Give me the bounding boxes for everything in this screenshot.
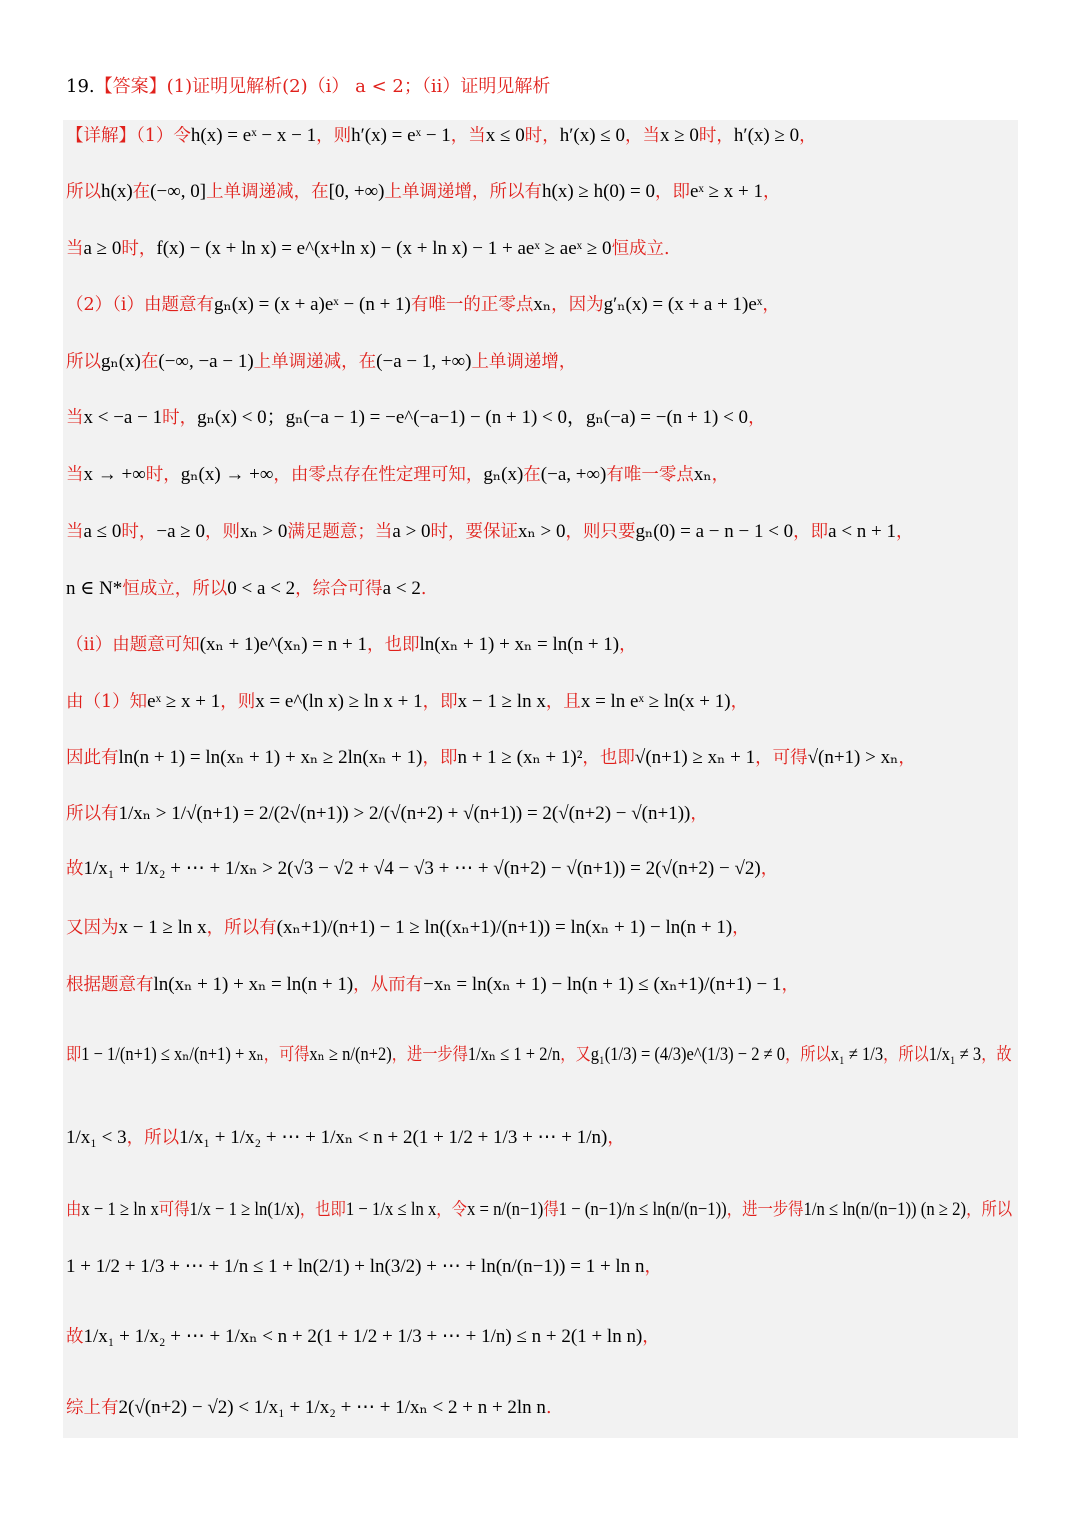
solution-line [66, 180, 781, 204]
solution-text: 所以有 [66, 804, 119, 824]
math-expression: n + 1 ≥ (xₙ + 1)² [457, 747, 583, 768]
solution-text: 恒成立，所以 [122, 579, 228, 599]
solution-text: 因此有 [66, 748, 119, 768]
solution-line [66, 802, 708, 826]
solution-line [66, 1126, 625, 1150]
math-expression: 1/x₁ + 1/x₂ + ⋯ + 1/xₙ > 2(√3 − √2 + √4 − √3 + ⋯ + √(n+2) − √(n+1)) = 2(√(n+2) − √2) [83, 858, 761, 879]
math-expression: a > 0 [392, 521, 431, 542]
solution-text: ，也即 [582, 748, 635, 768]
solution-text: ， [619, 635, 637, 655]
solution-text: 时， [698, 126, 734, 146]
solution-text: 当 [66, 465, 84, 485]
solution-text: ，进一步得 [726, 1200, 804, 1220]
solution-line [66, 746, 916, 770]
solution-text: 时， [145, 465, 181, 485]
solution-line [66, 406, 766, 430]
question-number: 19. [66, 76, 95, 97]
math-expression: 1/n ≤ ln(n/(n−1)) (n ≥ 2) [803, 1199, 967, 1220]
answer-tag: 【答案】 [94, 76, 167, 97]
solution-text: ，又 [560, 1045, 591, 1065]
solution-line [66, 350, 576, 374]
solution-text: ，则只要 [565, 522, 636, 542]
math-expression: f(x) − (x + ln x) = e^(x+ln x) − (x + ln x) − 1 + aeˣ ≥ aeˣ ≥ 0 [156, 238, 612, 259]
solution-text: 故 [66, 859, 84, 879]
math-expression: eˣ ≥ x + 1 [147, 691, 221, 712]
solution-text: ， [607, 1128, 625, 1148]
solution-text: ，即 [422, 692, 458, 712]
math-expression: ln(xₙ + 1) + xₙ = ln(n + 1) [419, 634, 620, 655]
solution-text: ，当 [624, 126, 660, 146]
math-expression: 1 − (n−1)/n ≤ ln(n/(n−1)) [558, 1199, 727, 1220]
math-expression: 1/x₁ < 3 [66, 1127, 127, 1148]
solution-text: ，令 [436, 1200, 468, 1220]
solution-text: 满足题意；当 [287, 522, 393, 542]
math-expression: x − 1 ≥ ln x [118, 917, 207, 938]
math-expression: √(n+1) > xₙ [807, 747, 899, 768]
solution-text: 故 [66, 1327, 84, 1347]
solution-text: ，所以 [126, 1128, 180, 1148]
math-expression: h′(x) = eˣ − 1 [351, 125, 451, 146]
solution-text: ，进一步得 [391, 1045, 468, 1065]
math-expression: x = e^(ln x) ≥ ln x + 1 [255, 691, 423, 712]
math-expression: (xₙ + 1)e^(xₙ) = n + 1 [199, 634, 367, 655]
solution-text: ，可得 [263, 1045, 310, 1065]
solution-line [66, 1043, 1012, 1067]
math-expression: x = ln eˣ ≥ ln(x + 1) [580, 691, 731, 712]
math-expression: 0 < a < 2 [227, 578, 296, 599]
solution-text: 时， [162, 408, 198, 428]
solution-text: ，所以有 [206, 918, 277, 938]
solution-text: 在 [140, 352, 159, 372]
solution-text: 得 [543, 1200, 559, 1220]
solution-text: ， [642, 1327, 660, 1347]
math-expression: gₙ(x) [483, 464, 524, 485]
math-expression: a < 2 [382, 578, 421, 599]
solution-text: ，则 [204, 522, 240, 542]
math-expression: 1 − 1/x ≤ ln x [345, 1199, 437, 1220]
solution-line [66, 1396, 552, 1420]
solution-text: ，因为 [551, 295, 604, 315]
math-expression: (xₙ+1)/(n+1) − 1 ≥ ln((xₙ+1)/(n+1)) = ln(xₙ + 1) − ln(n + 1) [276, 917, 733, 938]
solution-text: ，所以 [966, 1200, 1013, 1220]
solution-text: ， [732, 918, 750, 938]
solution-text: ，即 [654, 182, 690, 202]
math-expression: −a ≥ 0 [156, 521, 205, 542]
solution-text: ， [711, 465, 730, 485]
solution-text: 【详解】（1）令 [66, 126, 191, 146]
solution-line [66, 973, 799, 997]
math-expression: h(x) = eˣ − x − 1 [190, 125, 317, 146]
math-expression: gₙ(x) = (x + a)eˣ − (n + 1) [213, 294, 411, 315]
solution-text: 上单调递增， [471, 352, 577, 372]
math-expression: n ∈ N* [66, 578, 123, 599]
math-expression: x = n/(n−1) [467, 1199, 544, 1220]
solution-text: 在 [132, 182, 151, 202]
math-expression: g′ₙ(x) = (x + a + 1)eˣ [603, 294, 763, 315]
math-expression: 1/xₙ > 1/√(n+1) = 2/(2√(n+1)) > 2/(√(n+2) + √(n+1)) = 2(√(n+2) − √(n+1)) [118, 803, 691, 824]
solution-text: ，也即 [299, 1200, 346, 1220]
solution-text: （ii）由题意可知 [66, 635, 200, 655]
solution-line [66, 237, 670, 261]
math-expression: −xₙ = ln(xₙ + 1) − ln(n + 1) ≤ (xₙ+1)/(n+1) − 1 [423, 974, 782, 995]
solution-text: 由（1）知 [66, 692, 148, 712]
solution-text: 综上有 [66, 1398, 119, 1418]
math-expression: a < n + 1 [828, 521, 897, 542]
solution-text: ， [730, 692, 749, 712]
math-expression: 1/xₙ ≤ 1 + 2/n [467, 1044, 561, 1065]
math-expression: gₙ(x) [101, 351, 141, 372]
solution-text: ， [799, 126, 817, 146]
math-expression: xₙ [693, 464, 712, 485]
solution-text: ， [644, 1257, 662, 1277]
solution-line [66, 577, 426, 601]
math-expression: x − 1 ≥ ln x [457, 691, 546, 712]
solution-text: 当 [66, 239, 84, 259]
math-expression: [0, +∞) [328, 181, 385, 202]
solution-text: 时， [121, 239, 157, 259]
math-expression: x → +∞ [83, 464, 146, 485]
solution-text: ， [762, 295, 780, 315]
solution-text: 有唯一零点 [606, 465, 694, 485]
solution-text: 恒成立. [611, 239, 670, 259]
math-expression: h(x) [101, 181, 133, 202]
solution-text: ，即 [422, 748, 458, 768]
solution-line [66, 1255, 662, 1279]
math-expression: (−∞, 0] [150, 181, 207, 202]
solution-line [66, 463, 729, 487]
solution-text: 所以 [66, 352, 101, 372]
solution-text: 所以 [66, 182, 101, 202]
solution-text: 在 [523, 465, 541, 485]
solution-text: 时，要保证 [430, 522, 519, 542]
solution-text: ，则 [316, 126, 352, 146]
solution-text: ，可得 [755, 748, 808, 768]
solution-line [66, 1198, 1012, 1222]
solution-text: ，则 [220, 692, 256, 712]
solution-text: 上单调递减，在 [253, 352, 377, 372]
solution-text: 当 [66, 408, 84, 428]
solution-text: ，所以 [883, 1045, 929, 1065]
solution-text: ， [896, 522, 914, 542]
solution-text: 上单调递增，所以有 [384, 182, 542, 202]
solution-text: 时， [121, 522, 157, 542]
math-expression: 1 − 1/(n+1) ≤ xₙ/(n+1) + xₙ [81, 1044, 264, 1065]
math-expression: xₙ > 0 [518, 521, 566, 542]
solution-line [66, 633, 637, 657]
math-expression: x < −a − 1 [83, 407, 163, 428]
math-expression: 1/x₁ ≠ 3 [928, 1044, 982, 1065]
solution-text: （2）（i）由题意有 [66, 295, 214, 315]
math-expression: 1/x₁ + 1/x₂ + ⋯ + 1/xₙ < n + 2(1 + 1/2 + 1/3 + ⋯ + 1/n) ≤ n + 2(1 + ln n) [83, 1326, 643, 1347]
math-expression: √(n+1) ≥ xₙ + 1 [634, 747, 756, 768]
math-expression: (−a, +∞) [540, 464, 607, 485]
solution-text: ， [763, 182, 781, 202]
solution-line [66, 857, 778, 881]
math-expression: ln(xₙ + 1) + xₙ = ln(n + 1) [153, 974, 354, 995]
solution-text: ，当 [450, 126, 486, 146]
solution-line [66, 1325, 660, 1349]
math-expression: eˣ ≥ x + 1 [689, 181, 764, 202]
solution-text: ，故 [981, 1045, 1012, 1065]
math-expression: h(x) ≥ h(0) = 0 [542, 181, 655, 202]
solution-text: 有唯一的正零点 [410, 295, 534, 315]
solution-text: ， [898, 748, 916, 768]
math-expression: g₁(1/3) = (4/3)e^(1/3) − 2 ≠ 0 [590, 1044, 786, 1065]
math-expression: (−a − 1, +∞) [376, 351, 472, 372]
math-expression: gₙ(x) < 0；gₙ(−a − 1) = −e^(−a−1) − (n + 1) < 0，gₙ(−a) = −(n + 1) < 0 [197, 407, 749, 428]
math-expression: h′(x) ≥ 0 [733, 125, 800, 146]
solution-text: 时， [524, 126, 560, 146]
solution-text: ，从而有 [353, 975, 424, 995]
math-expression: xₙ > 0 [239, 521, 288, 542]
solution-text: 根据题意有 [66, 975, 154, 995]
solution-panel [63, 120, 1018, 1438]
solution-text: ，即 [793, 522, 829, 542]
solution-text: 上单调递减，在 [206, 182, 329, 202]
math-expression: x ≤ 0 [485, 125, 525, 146]
math-expression: (−∞, −a − 1) [158, 351, 254, 372]
solution-text: 又因为 [66, 918, 119, 938]
math-expression: 2(√(n+2) − √2) < 1/x₁ + 1/x₂ + ⋯ + 1/xₙ < 2 + n + 2ln n [118, 1397, 546, 1418]
math-expression: 1/x₁ + 1/x₂ + ⋯ + 1/xₙ < n + 2(1 + 1/2 + 1/3 + ⋯ + 1/n) [179, 1127, 608, 1148]
solution-text: . [420, 579, 427, 599]
math-expression: gₙ(0) = a − n − 1 < 0 [635, 521, 794, 542]
math-expression: x − 1 ≥ ln x [81, 1199, 159, 1220]
math-expression: ln(n + 1) = ln(xₙ + 1) + xₙ ≥ 2ln(xₙ + 1) [118, 747, 423, 768]
solution-text: ，所以 [785, 1045, 831, 1065]
question-header [66, 74, 550, 100]
solution-line [66, 916, 750, 940]
math-expression: h′(x) ≤ 0 [559, 125, 625, 146]
solution-text: ，也即 [366, 635, 420, 655]
math-expression: a ≥ 0 [83, 238, 122, 259]
math-expression: 1/x − 1 ≥ ln(1/x) [189, 1199, 300, 1220]
solution-text: ，且 [545, 692, 581, 712]
solution-text: 即 [66, 1045, 82, 1065]
solution-text: 由 [66, 1200, 82, 1220]
solution-line [66, 520, 914, 544]
solution-text: 可得 [158, 1200, 190, 1220]
solution-text: ， [781, 975, 799, 995]
math-expression: x₁ ≠ 1/3 [830, 1044, 884, 1065]
solution-line [66, 293, 780, 317]
math-expression: x ≥ 0 [659, 125, 699, 146]
solution-text: ， [748, 408, 766, 428]
math-expression: xₙ [533, 294, 552, 315]
solution-text: ， [690, 804, 708, 824]
math-expression: 1 + 1/2 + 1/3 + ⋯ + 1/n ≤ 1 + ln(2/1) + ln(3/2) + ⋯ + ln(n/(n−1)) = 1 + ln n [66, 1256, 645, 1277]
solution-line [66, 690, 748, 714]
solution-line [66, 124, 817, 148]
solution-text: . [545, 1398, 552, 1418]
math-expression: a ≤ 0 [83, 521, 122, 542]
solution-text: 当 [66, 522, 84, 542]
answer-summary: (1)证明见解析(2)（i） a < 2；（ii）证明见解析 [166, 76, 551, 97]
math-expression: xₙ ≥ n/(n+2) [309, 1044, 392, 1065]
math-expression: gₙ(x) → +∞ [180, 464, 274, 485]
solution-text: ，由零点存在性定理可知， [273, 465, 484, 485]
solution-text: ， [760, 859, 779, 879]
solution-text: ，综合可得 [295, 579, 383, 599]
